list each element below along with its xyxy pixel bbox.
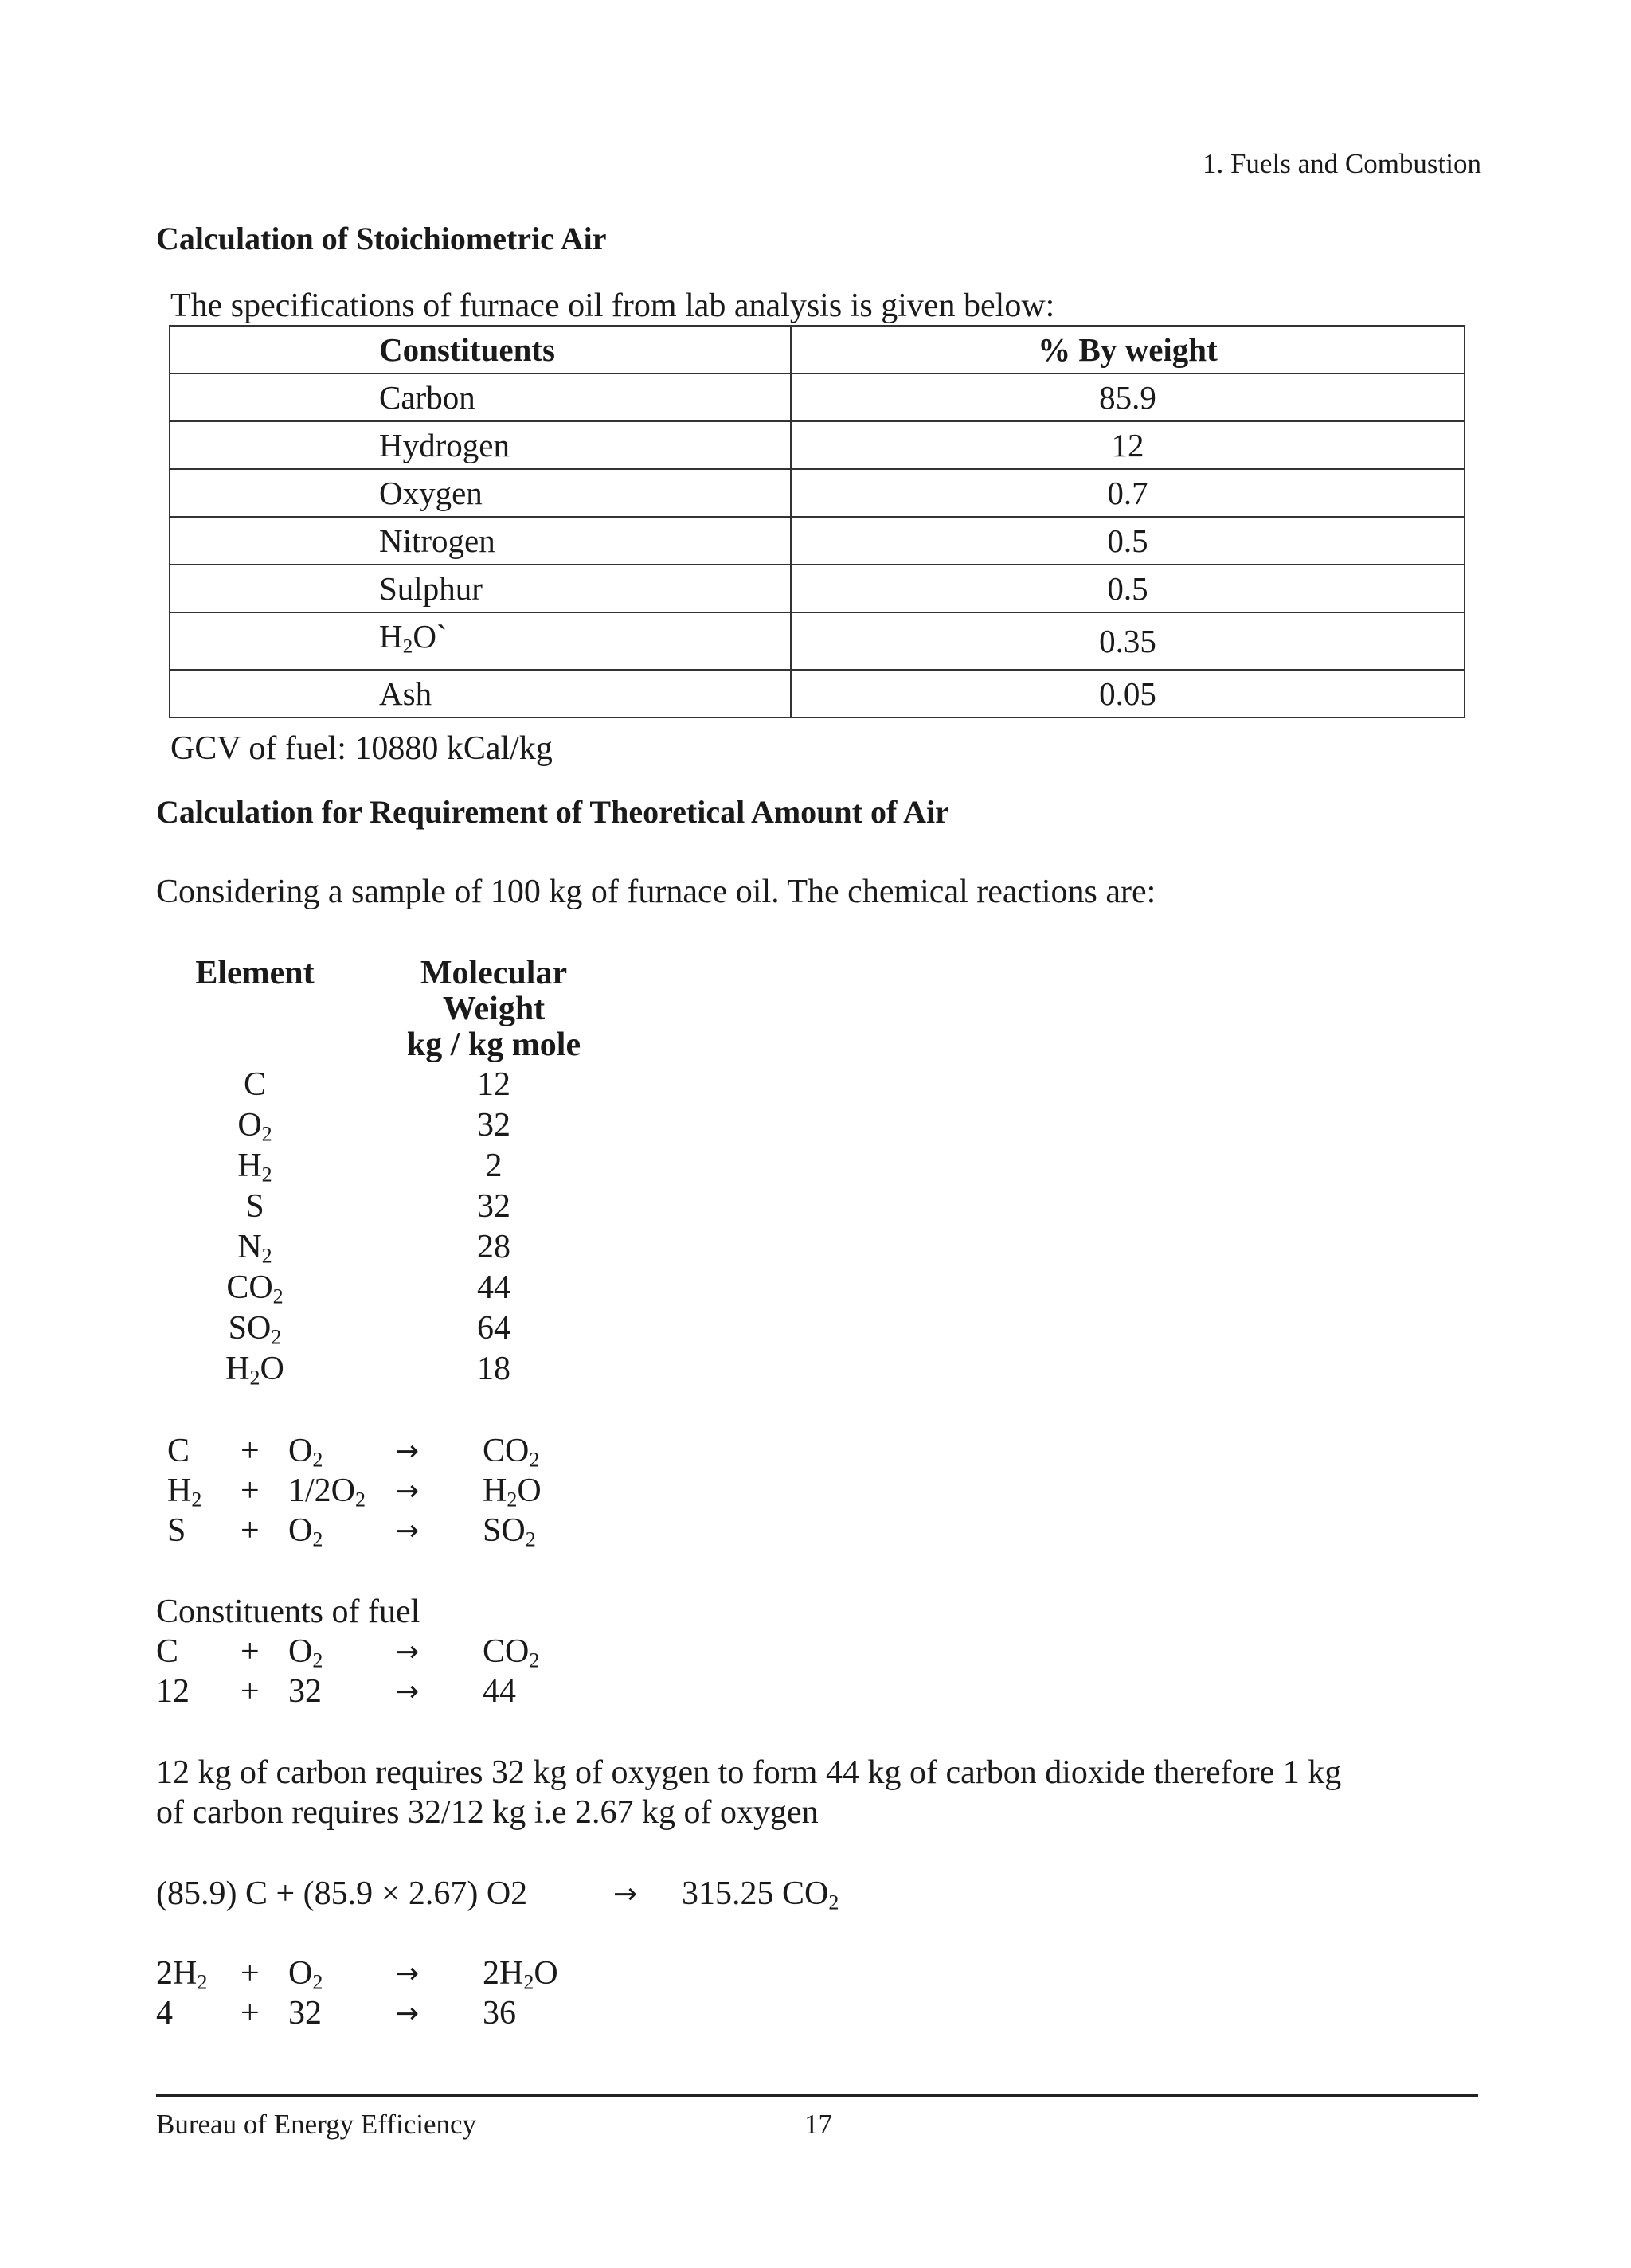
footer-organization: Bureau of Energy Efficiency: [156, 2109, 477, 2140]
reaction2-reactant: $H_2$: [167, 1472, 202, 1511]
mw-value: 32: [477, 1107, 510, 1144]
arrow-icon: →: [395, 1515, 420, 1547]
section-title-stoichiometric: Calculation of Stoichiometric Air: [156, 221, 607, 256]
arrow-icon: →: [395, 1435, 420, 1468]
carbon-equation-right: 315.25 $CO_2$: [682, 1875, 839, 1914]
plus-sign: +: [241, 1633, 260, 1670]
constituent-value: 12: [791, 421, 1465, 469]
constituent-value: 0.5: [791, 517, 1465, 565]
header-constituents: Constituents: [170, 326, 791, 373]
hydrogen-reactant: $2H_2$: [156, 1955, 208, 1994]
arrow-icon: →: [395, 1997, 420, 2030]
constituent-c: C: [156, 1633, 179, 1670]
plus-sign: +: [241, 1433, 260, 1469]
mw-value: 64: [477, 1310, 510, 1347]
mw-value: 12: [477, 1066, 510, 1103]
mw-value: 44: [477, 1269, 510, 1306]
arrow-icon: →: [395, 1957, 420, 1990]
arrow-icon: →: [613, 1878, 638, 1910]
reaction1-product: $CO_2$: [483, 1433, 540, 1472]
constituent-value: 85.9: [791, 373, 1465, 421]
mass-o2: 32: [288, 1995, 322, 2031]
reaction1-reactant: C: [167, 1433, 190, 1469]
reaction3-oxygen: $O_2$: [288, 1512, 323, 1551]
chapter-header: 1. Fuels and Combustion: [1202, 148, 1481, 179]
plus-sign: +: [241, 1673, 260, 1710]
paragraph-line1: 12 kg of carbon requires 32 kg of oxygen to form 44 kg of carbon dioxide therefore 1 kg: [156, 1754, 1342, 1791]
mw-value: 18: [477, 1351, 510, 1387]
plus-sign: +: [241, 1955, 260, 1992]
plus-sign: +: [241, 1995, 260, 2031]
constituent-name: Nitrogen: [170, 517, 791, 565]
hydrogen-oxygen: $O_2$: [288, 1955, 323, 1994]
table-row: [170, 565, 1465, 612]
mw-header-molecular: Molecular: [420, 955, 568, 991]
page-number: 17: [804, 2109, 832, 2140]
arrow-icon: →: [395, 1475, 420, 1507]
constituent-value: 0.7: [791, 469, 1465, 517]
mw-element: $O_2$: [237, 1107, 272, 1146]
constituent-o2: $O_2$: [288, 1633, 323, 1672]
constituent-name: Ash: [170, 670, 791, 718]
mw-value: 2: [485, 1148, 503, 1184]
header-percent-weight: % By weight: [791, 326, 1465, 373]
mw-element: $H_2O$: [225, 1351, 284, 1390]
table-row: [170, 373, 1465, 421]
paragraph-line2: of carbon requires 32/12 kg i.e 2.67 kg of oxygen: [156, 1794, 819, 1831]
table-row: [170, 612, 1465, 670]
constituents-title: Constituents of fuel: [156, 1593, 420, 1630]
arrow-icon: →: [395, 1636, 420, 1668]
constituent-name-h2o: $H_2O`$: [170, 612, 791, 670]
section-title-theoretical-air: Calculation for Requirement of Theoretical Amount of Air: [156, 794, 949, 830]
reaction3-product: $SO_2$: [483, 1512, 536, 1551]
carbon-equation-left: (85.9) C + (85.9 × 2.67) O2: [156, 1875, 528, 1912]
table-row: [170, 421, 1465, 469]
hydrogen-product: $2H_2O$: [483, 1955, 558, 1994]
mw-element: S: [245, 1188, 264, 1225]
constituent-value: 0.35: [791, 612, 1465, 670]
mass-c: 12: [156, 1673, 190, 1710]
mw-element: $SO_2$: [228, 1310, 282, 1349]
table-row: [170, 670, 1465, 718]
constituent-co2: $CO_2$: [483, 1633, 540, 1672]
mw-element: $H_2$: [237, 1148, 272, 1187]
fuel-spec-table: [169, 325, 1465, 718]
spec-intro-text: The specifications of furnace oil from lab analysis is given below:: [170, 287, 1055, 324]
reactions-intro-text: Considering a sample of 100 kg of furnace oil. The chemical reactions are:: [156, 874, 1156, 910]
reaction1-oxygen: $O_2$: [288, 1433, 323, 1472]
mass-co2: 44: [483, 1673, 516, 1710]
constituent-value: 0.05: [791, 670, 1465, 718]
mw-header-units: kg / kg mole: [406, 1026, 581, 1063]
footer-divider: [156, 2094, 1478, 2097]
reaction2-oxygen: $1/2O_2$: [288, 1472, 366, 1511]
mw-value: 28: [477, 1229, 510, 1265]
mw-header-element: Element: [195, 955, 315, 991]
mw-element: $N_2$: [237, 1229, 272, 1268]
reaction2-product: $H_2O$: [483, 1472, 542, 1511]
table-row: [170, 469, 1465, 517]
plus-sign: +: [241, 1512, 260, 1549]
reaction3-reactant: S: [167, 1512, 186, 1549]
arrow-icon: →: [395, 1676, 420, 1708]
table-row: [170, 517, 1465, 565]
mass-o2: 32: [288, 1673, 322, 1710]
constituent-name: Hydrogen: [170, 421, 791, 469]
mw-element: $CO_2$: [226, 1269, 284, 1308]
constituent-name: Carbon: [170, 373, 791, 421]
constituent-value: 0.5: [791, 565, 1465, 612]
table-header-row: [170, 326, 1465, 373]
plus-sign: +: [241, 1472, 260, 1509]
mw-element: C: [243, 1066, 266, 1103]
mass-h2o: 36: [483, 1995, 516, 2031]
gcv-text: GCV of fuel: 10880 kCal/kg: [170, 730, 553, 767]
constituent-name: Oxygen: [170, 469, 791, 517]
mass-h2: 4: [156, 1995, 173, 2031]
constituent-name: Sulphur: [170, 565, 791, 612]
mw-value: 32: [477, 1188, 510, 1225]
mw-header-weight: Weight: [442, 991, 546, 1027]
